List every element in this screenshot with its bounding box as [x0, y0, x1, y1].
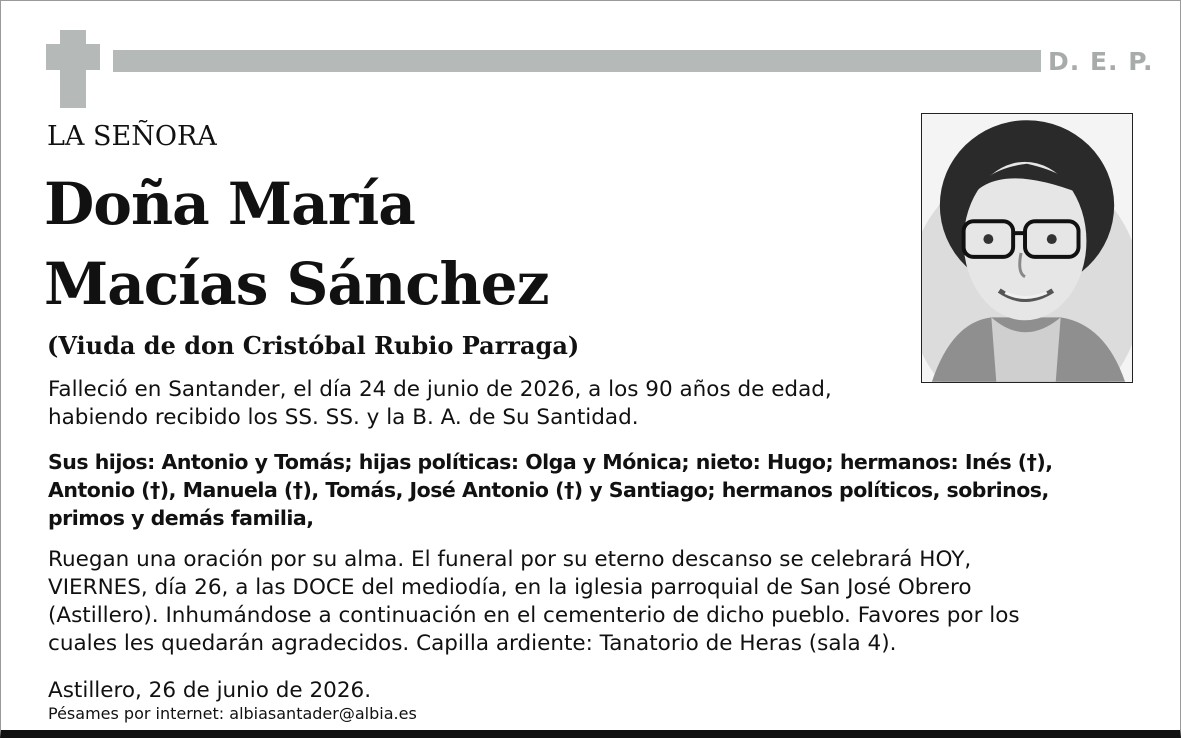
family-line: Sus hijos: Antonio y Tomás; hijas políticas: Olga y Mónica; nieto: Hugo; hermanos: Inés (†), [48, 450, 1053, 474]
condolences-note: Pésames por internet: albiasantader@albia.es [48, 704, 417, 723]
title-label: LA SEÑORA [47, 121, 217, 152]
family-list [48, 448, 1053, 532]
portrait-image [922, 114, 1132, 382]
funeral-line: cuales les quedarán agradecidos. Capilla ardiente: Tanatorio de Heras (sala 4). [48, 631, 897, 656]
name-line-1: Doña María [44, 170, 415, 238]
widow-note: (Viuda de don Cristóbal Rubio Parraga) [47, 331, 580, 360]
funeral-line: VIERNES, día 26, a las DOCE del mediodía, en la iglesia parroquial de San José Obrero [48, 575, 972, 600]
family-line: primos y demás familia, [48, 506, 314, 530]
portrait-photo [921, 113, 1133, 383]
death-line: habiendo recibido los SS. SS. y la B. A. de Su Santidad. [48, 405, 639, 430]
death-info [48, 376, 832, 432]
funeral-info [48, 546, 1020, 658]
funeral-line: (Astillero). Inhumándose a continuación en el cementerio de dicho pueblo. Favores por los [48, 603, 1020, 628]
dep-label: D. E. P. [1048, 47, 1154, 76]
family-line: Antonio (†), Manuela (†), Tomás, José Antonio (†) y Santiago; hermanos políticos, sobrinos, [48, 478, 1049, 502]
name-line-2: Macías Sánchez [44, 250, 549, 318]
funeral-line: Ruegan una oración por su alma. El funeral por su eterno descanso se celebrará HOY, [48, 547, 972, 572]
cross-icon-bar [46, 44, 100, 70]
header-rule [113, 50, 1041, 72]
place-date: Astillero, 26 de junio de 2026. [48, 678, 372, 703]
death-line: Falleció en Santander, el día 24 de junio de 2026, a los 90 años de edad, [48, 377, 832, 402]
deceased-name [44, 164, 549, 324]
